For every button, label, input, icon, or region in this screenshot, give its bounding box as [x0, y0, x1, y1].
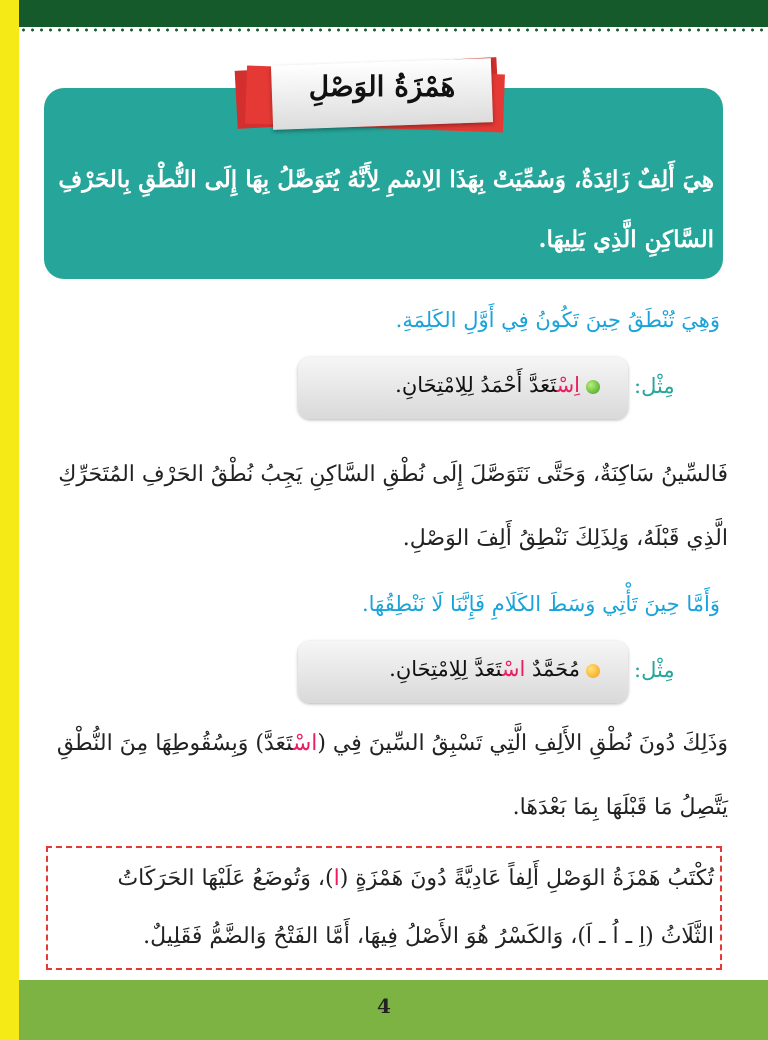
left-yellow-stripe [0, 0, 19, 1040]
example-sentence-1: اِسْتَعَدَّ أَحْمَدُ لِلِامْتِحَانِ. [395, 373, 600, 397]
page-number: 4 [377, 994, 391, 1018]
example-1-highlight: اِسْ [556, 373, 580, 397]
rule-one: وَهِيَ تُنْطَقُ حِينَ تَكُونُ فِي أَوَّلِ الكَلِمَةِ. [395, 308, 720, 332]
note-text: تُكْتَبُ هَمْزَةُ الوَصْلِ أَلِفاً عَادِيَّةً دُونَ هَمْزَةٍ (ا)، وَتُوضَعُ عَلَيْهَا الحَرَكَاتُ الثَّلَاثُ (اِ ـ اُ ـ اَ)، وَالكَسْرُ هُوَ الأَصْلُ فِيهَا، أَمَّا الفَتْحُ وَالضَّمُّ فَقَلِيلٌ. [117, 866, 714, 949]
definition-text: هِيَ أَلِفٌ زَائِدَةٌ، وَسُمِّيَتْ بِهَذَا الِاسْمِ لِأَنَّهُ يُتَوَصَّلُ بِهَا إِلَى النُّطْقِ بِالحَرْفِ السَّاكِنِ الَّذِي يَلِيهَا. [58, 166, 714, 253]
example-box-1 [298, 357, 628, 419]
example-label-1: مِثْل: [634, 374, 675, 398]
top-dotted-border [19, 27, 768, 33]
top-header-bar [19, 0, 768, 27]
rule-two: وَأَمَّا حِينَ تَأْتِي وَسَطَ الكَلَامِ فَإِنَّنَا لَا نَنْطِقُهَا. [361, 592, 720, 616]
green-bullet-icon [586, 380, 600, 394]
explanation-two: وَذَلِكَ دُونَ نُطْقِ الأَلِفِ الَّتِي تَسْبِقُ السِّينَ فِي (اسْتَعَدَّ) وَبِسُقُوطِهَا مِنَ النُّطْقِ يَتَّصِلُ مَا قَبْلَهَا بِمَا بَعْدَهَا. [56, 731, 728, 820]
example-2-highlight: اسْ [501, 657, 526, 681]
explanation-2-highlight: اسْ [292, 731, 318, 756]
note-highlight: ا [333, 866, 340, 891]
example-label-2: مِثْل: [634, 658, 675, 682]
example-sentence-2: مُحَمَّدٌ اسْتَعَدَّ لِلِامْتِحَانِ. [389, 657, 600, 681]
explanation-one: فَالسِّينُ سَاكِنَةٌ، وَحَتَّى نَتَوَصَّلَ إِلَى نُطْقِ السَّاكِنِ يَجِبُ نُطْقُ الحَرْفِ المُتَحَرِّكِ الَّذِي قَبْلَهُ، وَلِذَلِكَ نَنْطِقُ أَلِفَ الوَصْلِ. [58, 462, 728, 551]
example-box-2 [298, 641, 628, 703]
page-title: هَمْزَةُ الوَصْلِ [308, 70, 456, 103]
orange-bullet-icon [586, 664, 600, 678]
